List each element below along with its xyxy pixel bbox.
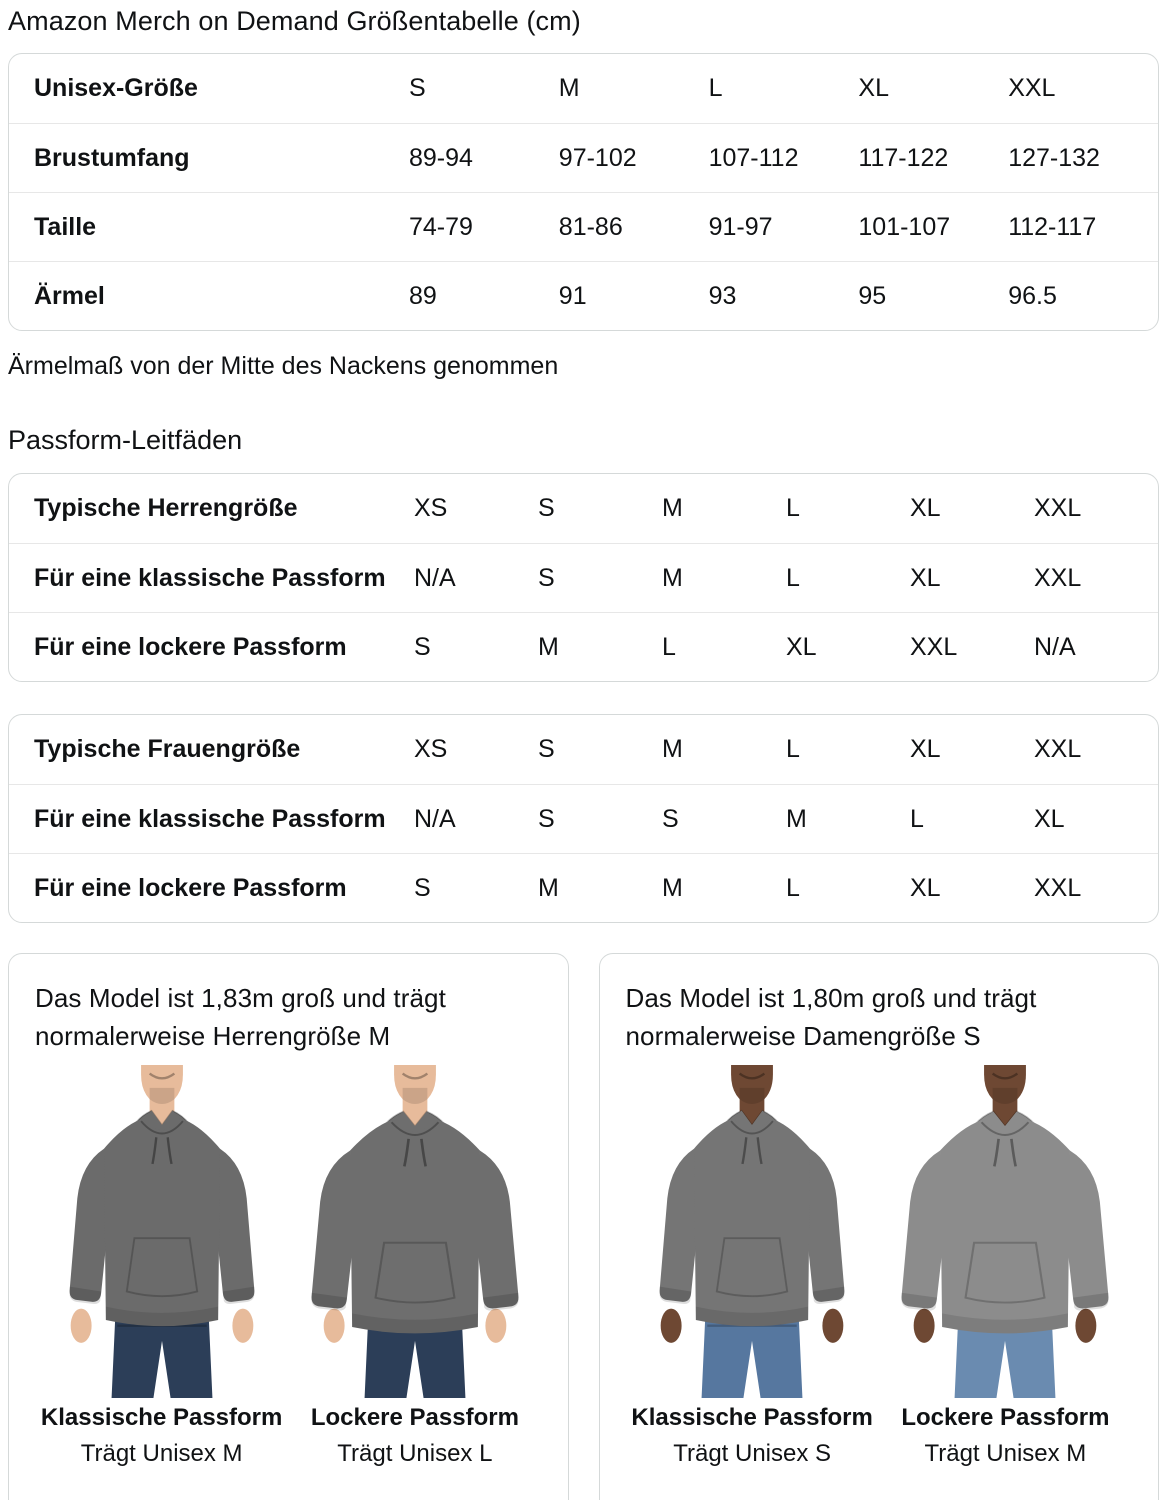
size-cell: S (538, 735, 555, 763)
fit-label: Lockere Passform (310, 1404, 519, 1431)
size-cell: S (538, 563, 555, 592)
wears-label: Trägt Unisex M (924, 1440, 1087, 1467)
size-cell: 89-94 (409, 143, 473, 172)
model-caption: Das Model ist 1,80m groß und trägt normalerweise Damengröße S (625, 983, 1037, 1051)
size-cell: 112-117 (1008, 212, 1097, 241)
size-cell: 96.5 (1008, 281, 1057, 310)
model-photo-hoodie-icon (296, 1065, 534, 1398)
table-row (9, 192, 1158, 261)
size-cell: S (662, 804, 679, 833)
row-label: Taille (34, 212, 97, 241)
table-row (9, 612, 1158, 681)
size-cell: 127-132 (1008, 143, 1100, 172)
size-cell: XXL (1034, 494, 1082, 522)
model-card-women (599, 953, 1160, 1500)
figures-row (626, 1065, 1133, 1468)
size-cell: XL (910, 873, 941, 902)
size-cell: XXL (1034, 735, 1082, 763)
size-cell: XS (414, 494, 448, 522)
row-label: Brustumfang (34, 143, 190, 172)
model-caption: Das Model ist 1,83m groß und trägt normalerweise Herrengröße M (35, 983, 446, 1051)
size-cell: 93 (708, 281, 737, 310)
size-cell: L (786, 735, 800, 763)
row-label: Ärmel (34, 281, 105, 310)
size-cell: 81-86 (558, 212, 623, 241)
size-cell: M (538, 632, 559, 661)
row-label: Typische Frauengröße (34, 735, 301, 763)
row-label: Unisex-Größe (34, 74, 198, 102)
size-cell: M (662, 873, 683, 902)
size-cell: L (786, 563, 800, 592)
table-row (9, 54, 1158, 123)
size-cell: L (786, 873, 800, 902)
size-cell: XXL (1034, 563, 1082, 592)
row-label: Typische Herrengröße (34, 494, 298, 522)
size-cell: N/A (1034, 632, 1076, 661)
model-photo-hoodie-icon (43, 1065, 281, 1398)
table-row (9, 784, 1158, 853)
size-cell: N/A (414, 563, 456, 592)
row-label: Für eine lockere Passform (34, 873, 347, 902)
row-label: Für eine klassische Passform (34, 563, 386, 592)
page-title: Amazon Merch on Demand Größentabelle (cm) (8, 6, 581, 36)
size-cell: XL (1034, 804, 1065, 833)
size-cell: XL (910, 494, 941, 522)
model-figure-classic (626, 1065, 879, 1468)
fit-table-women (8, 714, 1159, 923)
size-cell: 117-122 (858, 143, 949, 172)
size-cell: M (662, 735, 683, 763)
model-photo-hoodie-icon (633, 1065, 871, 1398)
size-cell: S (538, 804, 555, 833)
size-cell: XL (858, 74, 889, 102)
size-cell: 74-79 (409, 212, 473, 241)
model-figure-classic (35, 1065, 288, 1468)
fit-table-men (8, 473, 1159, 682)
size-cell: S (414, 632, 431, 661)
model-figure-loose (879, 1065, 1132, 1468)
size-cell: M (538, 873, 559, 902)
table-row (9, 261, 1158, 330)
model-cards (8, 953, 1159, 1500)
size-cell: M (558, 74, 580, 102)
size-cell: L (662, 632, 676, 661)
figures-row (35, 1065, 542, 1468)
size-cell: XL (910, 563, 941, 592)
row-label: Für eine klassische Passform (34, 804, 386, 833)
size-cell: L (910, 804, 924, 833)
wears-label: Trägt Unisex L (337, 1440, 493, 1467)
model-card-men (8, 953, 569, 1500)
table-row (9, 474, 1158, 543)
size-cell: XXL (1034, 873, 1082, 902)
fit-label: Klassische Passform (631, 1404, 873, 1431)
size-cell: XXL (910, 632, 958, 661)
sleeve-measure-note: Ärmelmaß von der Mitte des Nackens genommen (8, 352, 559, 380)
size-cell: 89 (409, 281, 437, 310)
size-cell: 91 (558, 281, 587, 310)
size-cell: 97-102 (558, 143, 637, 172)
size-cell: M (662, 494, 683, 522)
size-cell: S (409, 74, 426, 102)
size-cell: XL (786, 632, 817, 661)
size-cell: L (786, 494, 800, 522)
row-label: Für eine lockere Passform (34, 632, 347, 661)
size-cell: XXL (1008, 74, 1056, 102)
table-row (9, 715, 1158, 784)
size-cell: L (708, 74, 723, 102)
size-cell: 91-97 (708, 212, 773, 241)
size-cell: M (662, 563, 683, 592)
size-cell: 107-112 (708, 143, 799, 172)
table-row (9, 543, 1158, 612)
fit-guides-heading: Passform-Leitfäden (8, 425, 243, 455)
wears-label: Trägt Unisex M (80, 1440, 243, 1467)
size-cell: XL (910, 735, 941, 763)
wears-label: Trägt Unisex S (673, 1440, 832, 1467)
fit-label: Lockere Passform (901, 1404, 1110, 1431)
model-photo-hoodie-icon (886, 1065, 1124, 1398)
size-cell: XS (414, 735, 448, 763)
size-cell: 95 (858, 281, 887, 310)
size-cell: 101-107 (858, 212, 951, 241)
fit-label: Klassische Passform (40, 1404, 283, 1431)
size-cell: S (414, 873, 431, 902)
model-figure-loose (288, 1065, 541, 1468)
size-cell: M (786, 804, 807, 833)
table-row (9, 123, 1158, 192)
size-cell: S (538, 494, 555, 522)
unisex-size-table (8, 53, 1159, 331)
table-row (9, 853, 1158, 922)
size-cell: N/A (414, 804, 456, 833)
